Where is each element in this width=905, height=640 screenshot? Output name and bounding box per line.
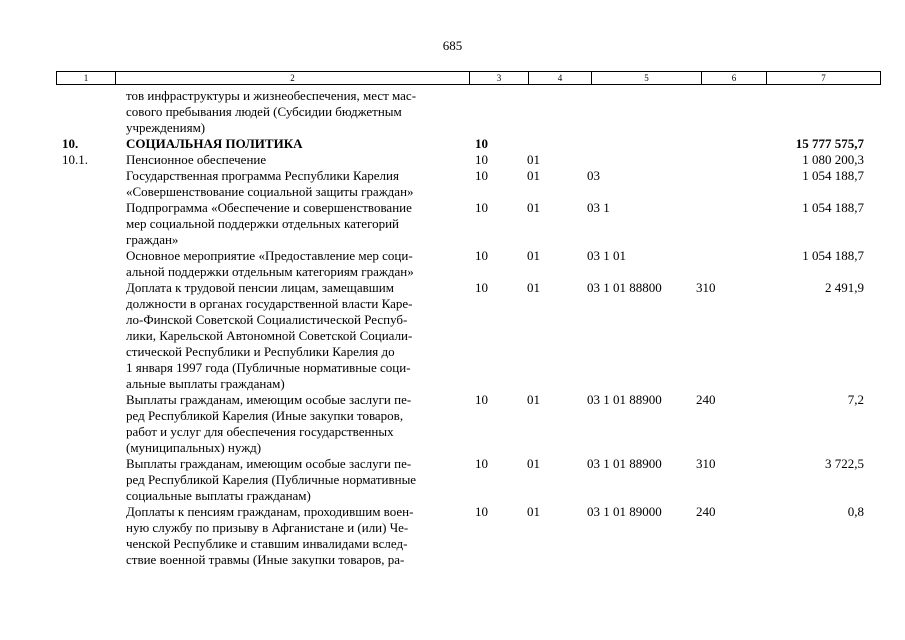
row-name: Пенсионное обеспечение: [126, 152, 267, 167]
table-row: [0, 136, 905, 152]
row-podrazdel: 01: [527, 280, 540, 295]
row-sum: 3 722,5: [825, 456, 864, 471]
row-podrazdel: 01: [527, 456, 540, 471]
row-name: Доплата к трудовой пенсии лицам, замещавшим должности в органах государственной власти Каре- ло-Финской Советской Социалистической Респуб- лики, Карельской Автономной Советской Социали- стической Республики и Республики Карелия до 1 января 1997 года (Публичные нормативные соци- альные выплаты гражданам): [126, 280, 413, 391]
row-razdel: 10: [475, 168, 488, 183]
row-razdel: 10: [475, 200, 488, 215]
row-sum: 7,2: [847, 392, 864, 407]
column-header-2: 2: [116, 72, 470, 84]
row-vr: 310: [696, 456, 716, 471]
row-podrazdel: 01: [527, 248, 540, 263]
row-razdel: 10: [475, 456, 488, 471]
row-number: 10.1.: [62, 152, 88, 167]
row-csr: 03 1 01 89000: [587, 504, 662, 519]
column-header-5: 5: [592, 72, 702, 84]
budget-table-body: [0, 88, 905, 568]
row-name: Основное мероприятие «Предоставление мер соци- альной поддержки отдельным категориям граждан»: [126, 248, 414, 279]
table-row: [0, 152, 905, 168]
row-sum: 2 491,9: [825, 280, 864, 295]
row-name: Государственная программа Республики Карелия «Совершенствование социальной защиты граждан»: [126, 168, 414, 199]
row-sum: 15 777 575,7: [795, 136, 864, 151]
row-podrazdel: 01: [527, 152, 540, 167]
row-vr: 240: [696, 504, 716, 519]
row-razdel: 10: [475, 136, 488, 151]
row-podrazdel: 01: [527, 392, 540, 407]
row-vr: 240: [696, 392, 716, 407]
page-number: 685: [442, 38, 463, 53]
row-razdel: 10: [475, 152, 488, 167]
column-header-6: 6: [702, 72, 767, 84]
table-row: [0, 88, 905, 136]
row-podrazdel: 01: [527, 200, 540, 215]
row-sum: 1 054 188,7: [802, 168, 864, 183]
row-csr: 03 1 01 88900: [587, 456, 662, 471]
column-header-4: 4: [529, 72, 592, 84]
row-sum: 1 054 188,7: [802, 200, 864, 215]
column-header-3: 3: [470, 72, 529, 84]
row-razdel: 10: [475, 504, 488, 519]
table-row: [0, 280, 905, 392]
column-header-row: [56, 71, 881, 85]
table-row: [0, 392, 905, 456]
row-razdel: 10: [475, 280, 488, 295]
table-row: [0, 504, 905, 568]
row-razdel: 10: [475, 248, 488, 263]
column-header-1: 1: [57, 72, 116, 84]
row-vr: 310: [696, 280, 716, 295]
row-name: СОЦИАЛЬНАЯ ПОЛИТИКА: [126, 136, 303, 151]
row-name: Доплаты к пенсиям гражданам, проходившим воен- ную службу по призыву в Афганистане и (или) Че- ченской Республике и ставшим инвалидами вслед- ствие военной травмы (Иные закупки товаров, ра-: [126, 504, 414, 567]
row-sum: 1 080 200,3: [802, 152, 864, 167]
row-csr: 03: [587, 168, 600, 183]
table-row: [0, 456, 905, 504]
row-podrazdel: 01: [527, 168, 540, 183]
row-csr: 03 1 01 88900: [587, 392, 662, 407]
row-number: 10.: [62, 136, 79, 151]
table-row: [0, 200, 905, 248]
column-header-7: 7: [821, 73, 826, 83]
table-row: [0, 168, 905, 200]
row-podrazdel: 01: [527, 504, 540, 519]
row-name: Выплаты гражданам, имеющим особые заслуги пе- ред Республикой Карелия (Публичные нормативные социальные выплаты гражданам): [126, 456, 417, 503]
row-name: Подпрограмма «Обеспечение и совершенствование мер социальной поддержки отдельных категорий граждан»: [126, 200, 412, 247]
row-sum: 1 054 188,7: [802, 248, 864, 263]
row-csr: 03 1 01 88800: [587, 280, 662, 295]
row-razdel: 10: [475, 392, 488, 407]
row-name: Выплаты гражданам, имеющим особые заслуги пе- ред Республикой Карелия (Иные закупки товаров, работ и услуг для обеспечения государственных (муниципальных) нужд): [126, 392, 412, 455]
row-csr: 03 1 01: [587, 248, 626, 263]
row-name: тов инфраструктуры и жизнеобеспечения, мест мас- сового пребывания людей (Субсидии бюджетным учреждениям): [126, 88, 417, 135]
row-csr: 03 1: [587, 200, 610, 215]
row-sum: 0,8: [847, 504, 864, 519]
table-row: [0, 248, 905, 280]
